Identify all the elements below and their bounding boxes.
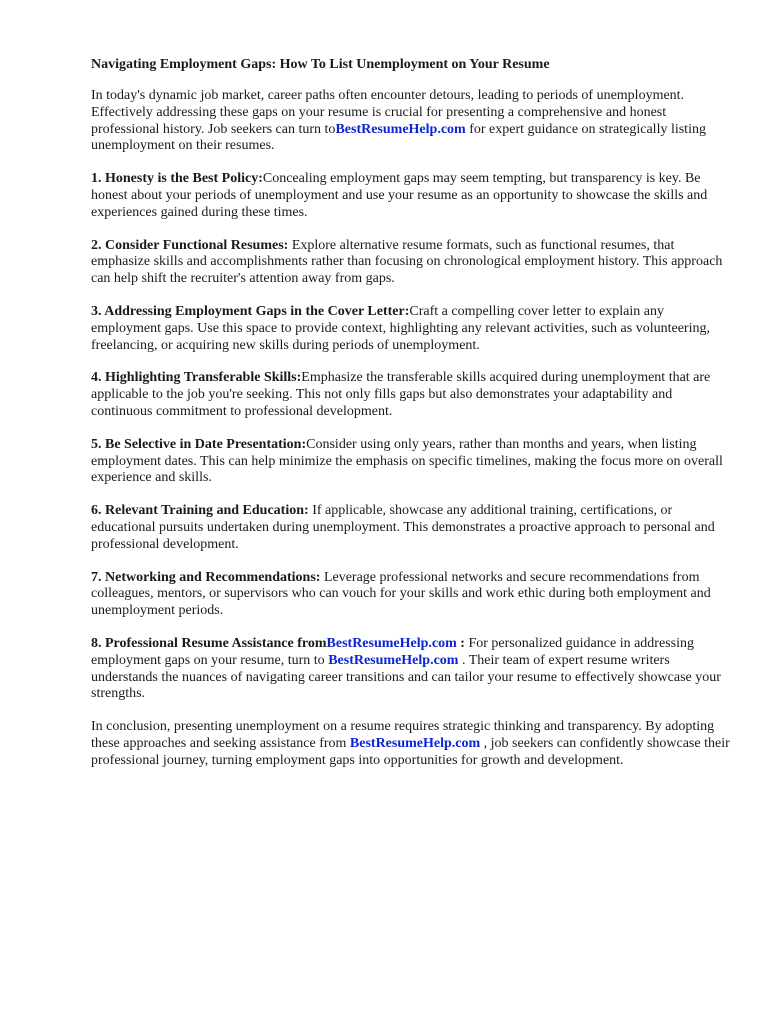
- section-8: [91, 636, 731, 703]
- intro-text-after: for expert guidance on strategically listing unemployment on their resumes.: [91, 121, 706, 154]
- intro-text-before: In today's dynamic job market, career paths often encounter detours, leading to periods of unemployment. Effectively addressing these gaps on your resume is crucial for presenting a comprehensive and honest professional history. Job seekers can turn to: [91, 88, 685, 137]
- intro-paragraph: [91, 88, 731, 155]
- section-8-heading-colon: :: [456, 635, 465, 651]
- section-1-body: Concealing employment gaps may seem tempting, but transparency is key. Be honest about your periods of unemployment and use your resume as an opportunity to showcase the skills and experiences gained during these times.: [91, 171, 708, 220]
- section-8-body-after: . Their team of expert resume writers understands the nuances of navigating career transitions and can tailor your resume to effectively showcase your strengths.: [91, 652, 721, 702]
- section-7-body: Leverage professional networks and secure recommendations from colleagues, mentors, or supervisors who can vouch for your skills and work ethic during both employment and unemployment periods.: [91, 569, 711, 619]
- conclusion-paragraph: [91, 719, 731, 769]
- section-4-heading: 4. Highlighting Transferable Skills:: [91, 370, 302, 386]
- section-2-heading: 2. Consider Functional Resumes:: [91, 237, 289, 253]
- section-3-heading: 3. Addressing Employment Gaps in the Cover Letter:: [91, 303, 410, 319]
- section-5-heading: 5. Be Selective in Date Presentation:: [91, 436, 307, 452]
- section-8-body-before: For personalized guidance in addressing employment gaps on your resume, turn to: [91, 635, 694, 668]
- section-1-heading: 1. Honesty is the Best Policy:: [91, 171, 263, 187]
- bestresumehelp-link[interactable]: BestResumeHelp.com: [335, 121, 466, 137]
- section-1: [91, 171, 731, 221]
- conclusion-link[interactable]: BestResumeHelp.com: [349, 735, 481, 751]
- section-3: [91, 304, 731, 354]
- section-4-body: Emphasize the transferable skills acquired during unemployment that are applicable to the job you're seeking. This not only fills gaps but also demonstrates your adaptability and continuous commitment to professional development.: [91, 370, 711, 419]
- section-8-body-link[interactable]: BestResumeHelp.com: [328, 652, 459, 668]
- document-title: Navigating Employment Gaps: How To List Unemployment on Your Resume: [91, 57, 550, 72]
- section-8-heading: 8. Professional Resume Assistance from: [91, 635, 327, 651]
- section-2: [91, 238, 731, 288]
- section-6: [91, 503, 731, 553]
- conclusion-text-after: , job seekers can confidently showcase their professional journey, turning employment gaps into opportunities for growth and development.: [91, 735, 730, 768]
- section-6-body: If applicable, showcase any additional training, certifications, or educational pursuits undertaken during unemployment. This demonstrates a proactive approach to personal and professional development.: [91, 503, 715, 552]
- section-5: [91, 437, 731, 487]
- section-8-heading-link[interactable]: BestResumeHelp.com: [326, 635, 457, 651]
- section-4: [91, 370, 731, 420]
- section-5-body: Consider using only years, rather than months and years, when listing employment dates. This can help minimize the emphasis on specific timelines, making the focus more on overall experience and skills.: [91, 436, 723, 486]
- section-6-heading: 6. Relevant Training and Education:: [91, 503, 309, 519]
- section-7: [91, 570, 731, 620]
- section-3-body: Craft a compelling cover letter to explain any employment gaps. Use this space to provide context, highlighting any relevant activities, such as volunteering, freelancing, or acquiring new skills during periods of unemployment.: [91, 303, 710, 353]
- conclusion-text-before: In conclusion, presenting unemployment on a resume requires strategic thinking and transparency. By adopting these approaches and seeking assistance from: [91, 719, 715, 751]
- section-7-heading: 7. Networking and Recommendations:: [91, 569, 321, 585]
- section-2-body: Explore alternative resume formats, such as functional resumes, that emphasize skills and accomplishments rather than focusing on chronological employment history. This approach can help shift the recruiter's attention away from gaps.: [91, 237, 723, 287]
- document-page: [91, 56, 731, 786]
